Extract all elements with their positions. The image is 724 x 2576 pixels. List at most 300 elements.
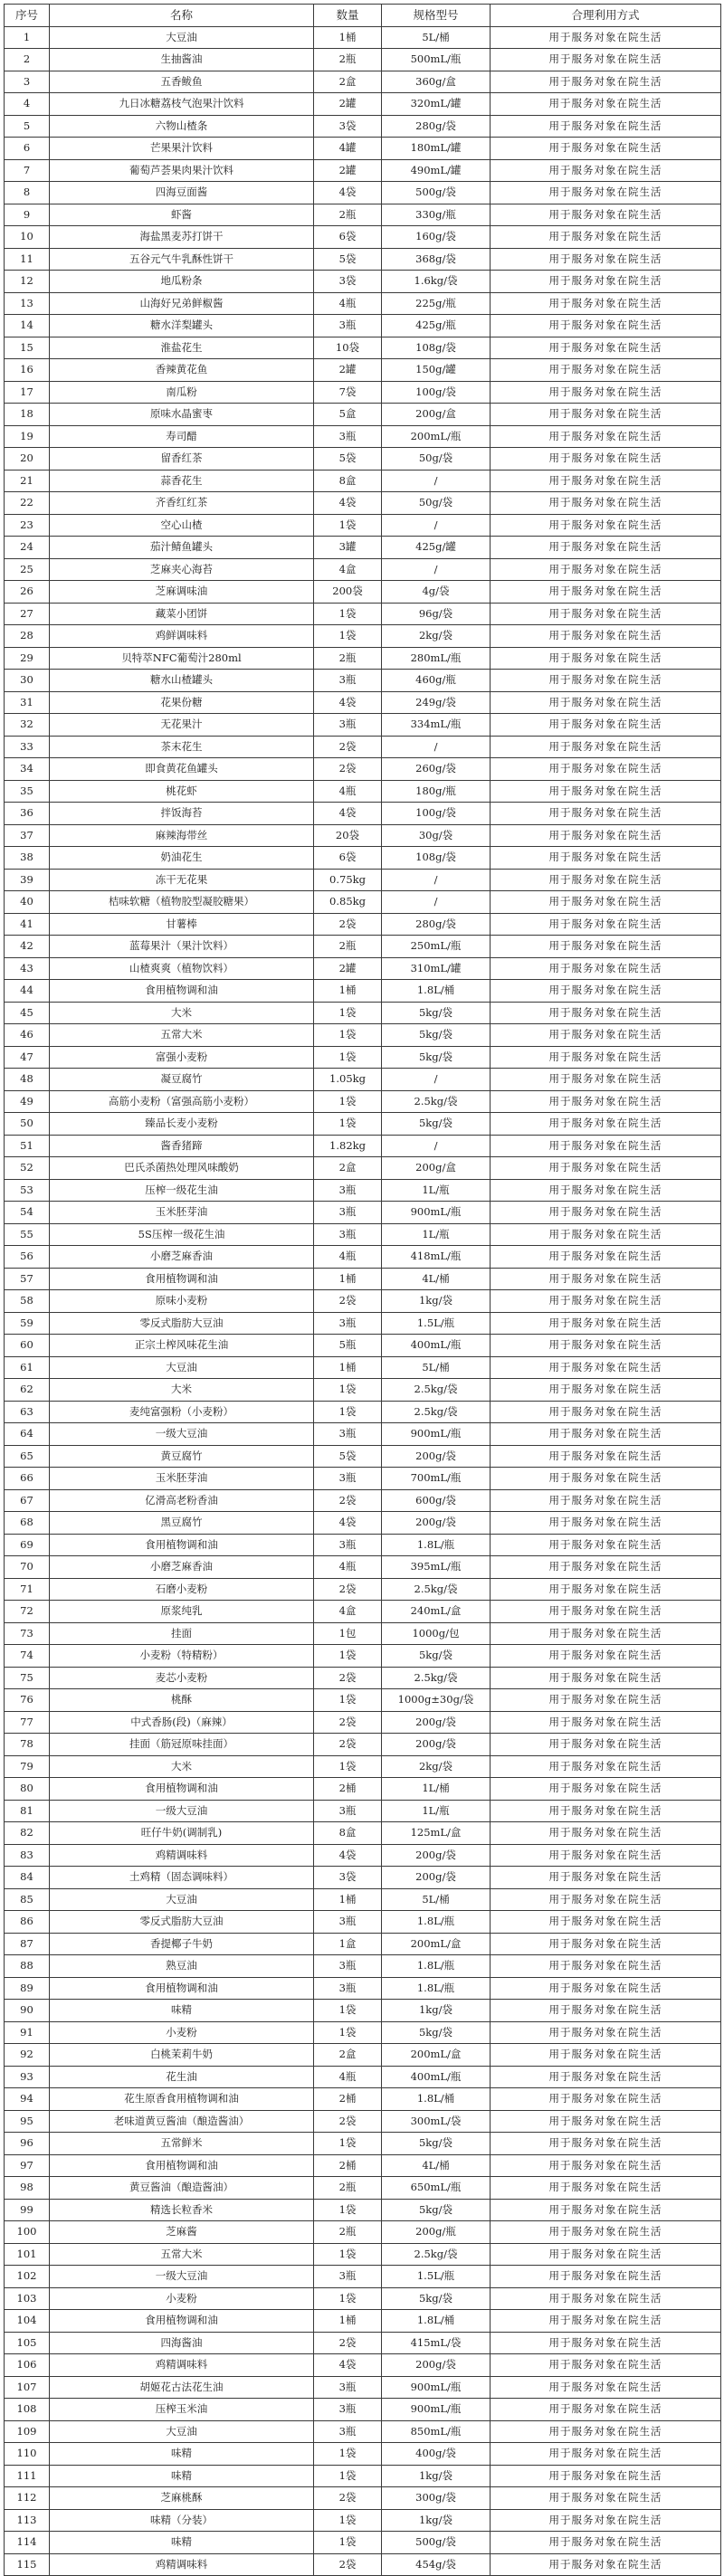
cell-quantity: 3瓶: [314, 1977, 382, 2000]
cell-index: 94: [5, 2088, 50, 2111]
cell-usage: 用于服务对象在院生活: [491, 1335, 721, 1357]
cell-spec: 108g/袋: [382, 337, 491, 359]
cell-quantity: 2罐: [314, 93, 382, 116]
cell-name: 茄汁鲭鱼罐头: [50, 537, 314, 559]
table-row: [5, 2133, 721, 2155]
cell-quantity: 4袋: [314, 1512, 382, 1535]
table-row: [5, 1711, 721, 1734]
cell-index: 4: [5, 93, 50, 116]
cell-spec: 400mL/瓶: [382, 2066, 491, 2088]
cell-name: 芒果果汁饮料: [50, 138, 314, 160]
cell-name: 挂面: [50, 1622, 314, 1645]
cell-name: 即食黄花鱼罐头: [50, 758, 314, 781]
table-row: [5, 138, 721, 160]
cell-name: 山楂爽爽（植物饮料）: [50, 957, 314, 980]
cell-quantity: 5袋: [314, 248, 382, 271]
table-row: [5, 1135, 721, 1157]
table-row: [5, 625, 721, 648]
cell-quantity: 3罐: [314, 537, 382, 559]
cell-name: 鸡精调味料: [50, 1844, 314, 1867]
table-row: [5, 824, 721, 847]
cell-usage: 用于服务对象在院生活: [491, 1734, 721, 1756]
cell-quantity: 1袋: [314, 603, 382, 625]
cell-index: 70: [5, 1556, 50, 1579]
cell-quantity: 3瓶: [314, 1312, 382, 1335]
header-quantity: 数量: [314, 5, 382, 27]
cell-usage: 用于服务对象在院生活: [491, 2243, 721, 2266]
cell-name: 食用植物调和油: [50, 1977, 314, 2000]
cell-index: 115: [5, 2553, 50, 2576]
cell-spec: 4g/袋: [382, 581, 491, 604]
cell-spec: /: [382, 514, 491, 537]
cell-name: 芝麻调味油: [50, 581, 314, 604]
cell-index: 102: [5, 2266, 50, 2288]
cell-spec: 400mL/瓶: [382, 1335, 491, 1357]
table-row: [5, 1489, 721, 1512]
cell-name: 拌饭海苔: [50, 803, 314, 825]
cell-index: 51: [5, 1135, 50, 1157]
cell-usage: 用于服务对象在院生活: [491, 1024, 721, 1047]
table-header-row: [5, 5, 721, 27]
cell-quantity: 3瓶: [314, 1800, 382, 1822]
cell-name: 食用植物调和油: [50, 1534, 314, 1556]
cell-index: 80: [5, 1778, 50, 1801]
cell-quantity: 1袋: [314, 2021, 382, 2044]
table-row: [5, 1822, 721, 1845]
table-row: [5, 1689, 721, 1712]
cell-usage: 用于服务对象在院生活: [491, 1046, 721, 1069]
cell-usage: 用于服务对象在院生活: [491, 2553, 721, 2576]
table-row: [5, 1445, 721, 1468]
cell-name: 一级大豆油: [50, 1800, 314, 1822]
cell-spec: 700mL/瓶: [382, 1468, 491, 1490]
cell-spec: 2.5kg/袋: [382, 1401, 491, 1423]
cell-usage: 用于服务对象在院生活: [491, 1689, 721, 1712]
cell-quantity: 5盒: [314, 404, 382, 426]
cell-index: 37: [5, 824, 50, 847]
cell-usage: 用于服务对象在院生活: [491, 1246, 721, 1269]
cell-usage: 用于服务对象在院生活: [491, 2420, 721, 2443]
cell-spec: 200mL/盒: [382, 2044, 491, 2067]
header-usage: 合理利用方式: [491, 5, 721, 27]
cell-spec: 280g/袋: [382, 913, 491, 936]
cell-usage: 用于服务对象在院生活: [491, 2399, 721, 2421]
cell-usage: 用于服务对象在院生活: [491, 2021, 721, 2044]
cell-quantity: 4罐: [314, 138, 382, 160]
cell-index: 90: [5, 2000, 50, 2022]
cell-spec: 900mL/瓶: [382, 2399, 491, 2421]
cell-usage: 用于服务对象在院生活: [491, 1069, 721, 1091]
cell-index: 65: [5, 1445, 50, 1468]
cell-usage: 用于服务对象在院生活: [491, 647, 721, 670]
cell-quantity: 2瓶: [314, 204, 382, 226]
cell-index: 105: [5, 2332, 50, 2354]
table-row: [5, 248, 721, 271]
cell-spec: 200g/袋: [382, 1844, 491, 1867]
cell-quantity: 5袋: [314, 448, 382, 471]
cell-spec: 200g/袋: [382, 1711, 491, 1734]
cell-quantity: 2桶: [314, 2088, 382, 2111]
cell-name: 一级大豆油: [50, 2266, 314, 2288]
cell-index: 33: [5, 736, 50, 758]
cell-name: 正宗土榨风味花生油: [50, 1335, 314, 1357]
cell-quantity: 2袋: [314, 758, 382, 781]
cell-usage: 用于服务对象在院生活: [491, 1534, 721, 1556]
cell-name: 地瓜粉条: [50, 271, 314, 293]
cell-spec: 1.8L/桶: [382, 980, 491, 1003]
table-row: [5, 1888, 721, 1911]
cell-name: 大米: [50, 1379, 314, 1402]
cell-name: 鸡精调味料: [50, 2553, 314, 2576]
cell-name: 食用植物调和油: [50, 2310, 314, 2333]
table-row: [5, 404, 721, 426]
cell-index: 69: [5, 1534, 50, 1556]
cell-usage: 用于服务对象在院生活: [491, 936, 721, 958]
cell-quantity: 2袋: [314, 1667, 382, 1689]
cell-quantity: 1桶: [314, 1356, 382, 1379]
table-row: [5, 359, 721, 382]
cell-index: 15: [5, 337, 50, 359]
cell-index: 106: [5, 2354, 50, 2377]
cell-name: 老味道黄豆酱油（酿造酱油）: [50, 2110, 314, 2133]
table-row: [5, 758, 721, 781]
table-row: [5, 647, 721, 670]
cell-quantity: 2罐: [314, 957, 382, 980]
cell-index: 49: [5, 1090, 50, 1113]
cell-name: 土鸡精（固态调味料）: [50, 1867, 314, 1889]
table-row: [5, 2376, 721, 2399]
table-row: [5, 1933, 721, 1955]
cell-index: 45: [5, 1002, 50, 1024]
cell-quantity: 4袋: [314, 1844, 382, 1867]
cell-spec: 5L/桶: [382, 1356, 491, 1379]
table-row: [5, 1290, 721, 1313]
cell-index: 7: [5, 159, 50, 182]
cell-spec: 250mL/瓶: [382, 936, 491, 958]
table-row: [5, 2443, 721, 2466]
cell-name: 零反式脂肪大豆油: [50, 1312, 314, 1335]
cell-spec: 900mL/瓶: [382, 1202, 491, 1224]
cell-quantity: 1袋: [314, 1379, 382, 1402]
cell-name: 原味水晶蜜枣: [50, 404, 314, 426]
cell-spec: 50g/袋: [382, 448, 491, 471]
cell-usage: 用于服务对象在院生活: [491, 780, 721, 803]
cell-name: 蓝莓果汁（果汁饮料）: [50, 936, 314, 958]
table-row: [5, 492, 721, 515]
cell-quantity: 4瓶: [314, 1556, 382, 1579]
cell-spec: 1.6kg/袋: [382, 271, 491, 293]
cell-quantity: 4盒: [314, 1601, 382, 1623]
cell-usage: 用于服务对象在院生活: [491, 1977, 721, 2000]
cell-spec: 1000g±30g/袋: [382, 1689, 491, 1712]
cell-index: 86: [5, 1911, 50, 1934]
cell-spec: 490mL/罐: [382, 159, 491, 182]
cell-index: 104: [5, 2310, 50, 2333]
table-row: [5, 1246, 721, 1269]
table-row: [5, 537, 721, 559]
cell-name: 花生油: [50, 2066, 314, 2088]
cell-quantity: 5袋: [314, 1445, 382, 1468]
table-row: [5, 2266, 721, 2288]
cell-index: 23: [5, 514, 50, 537]
cell-spec: 160g/袋: [382, 226, 491, 249]
table-row: [5, 2021, 721, 2044]
cell-name: 大豆油: [50, 2420, 314, 2443]
cell-spec: /: [382, 1135, 491, 1157]
cell-quantity: 2袋: [314, 2487, 382, 2510]
cell-quantity: 1袋: [314, 2509, 382, 2532]
header-index: 序号: [5, 5, 50, 27]
cell-name: 白桃茉莉牛奶: [50, 2044, 314, 2067]
cell-usage: 用于服务对象在院生活: [491, 1312, 721, 1335]
cell-usage: 用于服务对象在院生活: [491, 1800, 721, 1822]
cell-spec: 280mL/瓶: [382, 647, 491, 670]
cell-spec: 460g/瓶: [382, 670, 491, 692]
cell-name: 寿司醋: [50, 425, 314, 448]
cell-name: 香提椰子牛奶: [50, 1933, 314, 1955]
cell-quantity: 3瓶: [314, 1202, 382, 1224]
cell-usage: 用于服务对象在院生活: [491, 204, 721, 226]
table-row: [5, 803, 721, 825]
cell-spec: 425g/罐: [382, 537, 491, 559]
cell-name: 大豆油: [50, 26, 314, 49]
cell-name: 五谷元气牛乳酥性饼干: [50, 248, 314, 271]
cell-name: 桃酥: [50, 1689, 314, 1712]
table-row: [5, 1423, 721, 1446]
table-row: [5, 714, 721, 737]
cell-usage: 用于服务对象在院生活: [491, 315, 721, 337]
cell-quantity: 2瓶: [314, 49, 382, 71]
cell-usage: 用于服务对象在院生活: [491, 2376, 721, 2399]
cell-spec: 5L/桶: [382, 1888, 491, 1911]
cell-spec: 200g/盒: [382, 404, 491, 426]
table-row: [5, 1578, 721, 1601]
cell-quantity: 3瓶: [314, 2266, 382, 2288]
cell-spec: 500g/袋: [382, 2532, 491, 2554]
cell-usage: 用于服务对象在院生活: [491, 1755, 721, 1778]
cell-usage: 用于服务对象在院生活: [491, 2266, 721, 2288]
cell-usage: 用于服务对象在院生活: [491, 625, 721, 648]
cell-spec: 5kg/袋: [382, 1113, 491, 1136]
cell-index: 19: [5, 425, 50, 448]
cell-name: 压榨一级花生油: [50, 1179, 314, 1202]
cell-quantity: 4瓶: [314, 292, 382, 315]
cell-spec: 2kg/袋: [382, 625, 491, 648]
cell-quantity: 1袋: [314, 2465, 382, 2487]
table-row: [5, 2243, 721, 2266]
table-row: [5, 869, 721, 891]
cell-quantity: 3瓶: [314, 2376, 382, 2399]
cell-usage: 用于服务对象在院生活: [491, 381, 721, 404]
cell-quantity: 2罐: [314, 359, 382, 382]
cell-index: 56: [5, 1246, 50, 1269]
table-row: [5, 1202, 721, 1224]
cell-name: 味精: [50, 2443, 314, 2466]
cell-quantity: 2袋: [314, 736, 382, 758]
cell-spec: 4L/桶: [382, 2154, 491, 2177]
cell-index: 20: [5, 448, 50, 471]
table-row: [5, 2310, 721, 2333]
cell-index: 8: [5, 182, 50, 204]
cell-spec: /: [382, 736, 491, 758]
cell-index: 9: [5, 204, 50, 226]
cell-quantity: 2瓶: [314, 2177, 382, 2200]
cell-spec: 1.8L/瓶: [382, 1911, 491, 1934]
cell-name: 麦纯富强粉（小麦粉）: [50, 1401, 314, 1423]
cell-usage: 用于服务对象在院生活: [491, 2310, 721, 2333]
cell-usage: 用于服务对象在院生活: [491, 847, 721, 870]
cell-usage: 用于服务对象在院生活: [491, 1822, 721, 1845]
cell-usage: 用于服务对象在院生活: [491, 1556, 721, 1579]
cell-quantity: 1袋: [314, 1645, 382, 1668]
cell-usage: 用于服务对象在院生活: [491, 1844, 721, 1867]
cell-name: 中式香肠(段)（麻辣）: [50, 1711, 314, 1734]
cell-index: 61: [5, 1356, 50, 1379]
cell-usage: 用于服务对象在院生活: [491, 1867, 721, 1889]
table-row: [5, 2487, 721, 2510]
cell-quantity: 2袋: [314, 1290, 382, 1313]
table-row: [5, 1356, 721, 1379]
cell-index: 48: [5, 1069, 50, 1091]
cell-spec: 1L/瓶: [382, 1800, 491, 1822]
table-row: [5, 936, 721, 958]
cell-quantity: 3瓶: [314, 1223, 382, 1246]
cell-usage: 用于服务对象在院生活: [491, 1401, 721, 1423]
cell-quantity: 1袋: [314, 2133, 382, 2155]
inventory-table: [4, 4, 721, 2576]
cell-index: 85: [5, 1888, 50, 1911]
cell-name: 大豆油: [50, 1888, 314, 1911]
cell-name: 藏菜小团饼: [50, 603, 314, 625]
cell-spec: 1L/瓶: [382, 1223, 491, 1246]
table-row: [5, 1645, 721, 1668]
cell-spec: 260g/袋: [382, 758, 491, 781]
cell-index: 58: [5, 1290, 50, 1313]
cell-usage: 用于服务对象在院生活: [491, 2443, 721, 2466]
cell-quantity: 3瓶: [314, 1911, 382, 1934]
cell-name: 黄豆腐竹: [50, 1445, 314, 1468]
cell-spec: 50g/袋: [382, 492, 491, 515]
cell-index: 18: [5, 404, 50, 426]
cell-usage: 用于服务对象在院生活: [491, 292, 721, 315]
cell-name: 零反式脂肪大豆油: [50, 1911, 314, 1934]
cell-usage: 用于服务对象在院生活: [491, 1090, 721, 1113]
cell-quantity: 2袋: [314, 1734, 382, 1756]
header-name: 名称: [50, 5, 314, 27]
cell-usage: 用于服务对象在院生活: [491, 736, 721, 758]
cell-quantity: 5瓶: [314, 1335, 382, 1357]
table-row: [5, 204, 721, 226]
cell-index: 28: [5, 625, 50, 648]
cell-name: 无花果汁: [50, 714, 314, 737]
cell-spec: 1.5L/瓶: [382, 1312, 491, 1335]
cell-name: 六物山楂条: [50, 115, 314, 138]
cell-index: 14: [5, 315, 50, 337]
cell-spec: 400g/袋: [382, 2443, 491, 2466]
cell-usage: 用于服务对象在院生活: [491, 758, 721, 781]
cell-quantity: 1桶: [314, 1888, 382, 1911]
cell-usage: 用于服务对象在院生活: [491, 558, 721, 581]
cell-index: 112: [5, 2487, 50, 2510]
cell-quantity: 3瓶: [314, 1423, 382, 1446]
cell-name: 味精: [50, 2000, 314, 2022]
table-row: [5, 1002, 721, 1024]
cell-spec: 5kg/袋: [382, 1024, 491, 1047]
cell-usage: 用于服务对象在院生活: [491, 115, 721, 138]
cell-quantity: 20袋: [314, 824, 382, 847]
cell-index: 43: [5, 957, 50, 980]
cell-usage: 用于服务对象在院生活: [491, 26, 721, 49]
cell-name: 食用植物调和油: [50, 1778, 314, 1801]
cell-name: 南瓜粉: [50, 381, 314, 404]
cell-index: 84: [5, 1867, 50, 1889]
table-row: [5, 1867, 721, 1889]
cell-index: 71: [5, 1578, 50, 1601]
cell-name: 鸡鲜调味料: [50, 625, 314, 648]
cell-quantity: 3瓶: [314, 1468, 382, 1490]
cell-usage: 用于服务对象在院生活: [491, 49, 721, 71]
table-row: [5, 1667, 721, 1689]
cell-name: 5S压榨一级花生油: [50, 1223, 314, 1246]
cell-quantity: 2桶: [314, 2154, 382, 2177]
cell-name: 齐香红红茶: [50, 492, 314, 515]
cell-spec: 650mL/瓶: [382, 2177, 491, 2200]
cell-quantity: 2袋: [314, 2110, 382, 2133]
cell-index: 16: [5, 359, 50, 382]
cell-quantity: 3瓶: [314, 425, 382, 448]
cell-quantity: 1袋: [314, 1024, 382, 1047]
cell-usage: 用于服务对象在院生活: [491, 425, 721, 448]
cell-index: 97: [5, 2154, 50, 2177]
table-row: [5, 2420, 721, 2443]
table-row: [5, 1268, 721, 1290]
cell-spec: 108g/袋: [382, 847, 491, 870]
cell-usage: 用于服务对象在院生活: [491, 2133, 721, 2155]
cell-spec: 150g/罐: [382, 359, 491, 382]
cell-quantity: 3瓶: [314, 2399, 382, 2421]
table-row: [5, 581, 721, 604]
cell-index: 22: [5, 492, 50, 515]
table-row: [5, 670, 721, 692]
cell-name: 海盐黑麦苏打饼干: [50, 226, 314, 249]
cell-spec: /: [382, 558, 491, 581]
cell-index: 107: [5, 2376, 50, 2399]
cell-spec: 2.5kg/袋: [382, 1090, 491, 1113]
cell-name: 山海好兄弟鲜椒酱: [50, 292, 314, 315]
cell-name: 小麦粉（特精粉）: [50, 1645, 314, 1668]
cell-usage: 用于服务对象在院生活: [491, 824, 721, 847]
cell-index: 98: [5, 2177, 50, 2200]
cell-quantity: 2盒: [314, 1157, 382, 1180]
cell-name: 茶末花生: [50, 736, 314, 758]
cell-index: 12: [5, 271, 50, 293]
table-row: [5, 891, 721, 914]
cell-spec: 395mL/瓶: [382, 1556, 491, 1579]
table-row: [5, 2287, 721, 2310]
cell-name: 花果份糖: [50, 691, 314, 714]
cell-quantity: 3袋: [314, 115, 382, 138]
cell-quantity: 4袋: [314, 691, 382, 714]
cell-usage: 用于服务对象在院生活: [491, 1379, 721, 1402]
cell-quantity: 1桶: [314, 2310, 382, 2333]
cell-usage: 用于服务对象在院生活: [491, 93, 721, 116]
cell-quantity: 6袋: [314, 226, 382, 249]
cell-quantity: 2袋: [314, 2553, 382, 2576]
table-row: [5, 1024, 721, 1047]
table-row: [5, 2177, 721, 2200]
table-row: [5, 1955, 721, 1978]
cell-name: 黑豆腐竹: [50, 1512, 314, 1535]
